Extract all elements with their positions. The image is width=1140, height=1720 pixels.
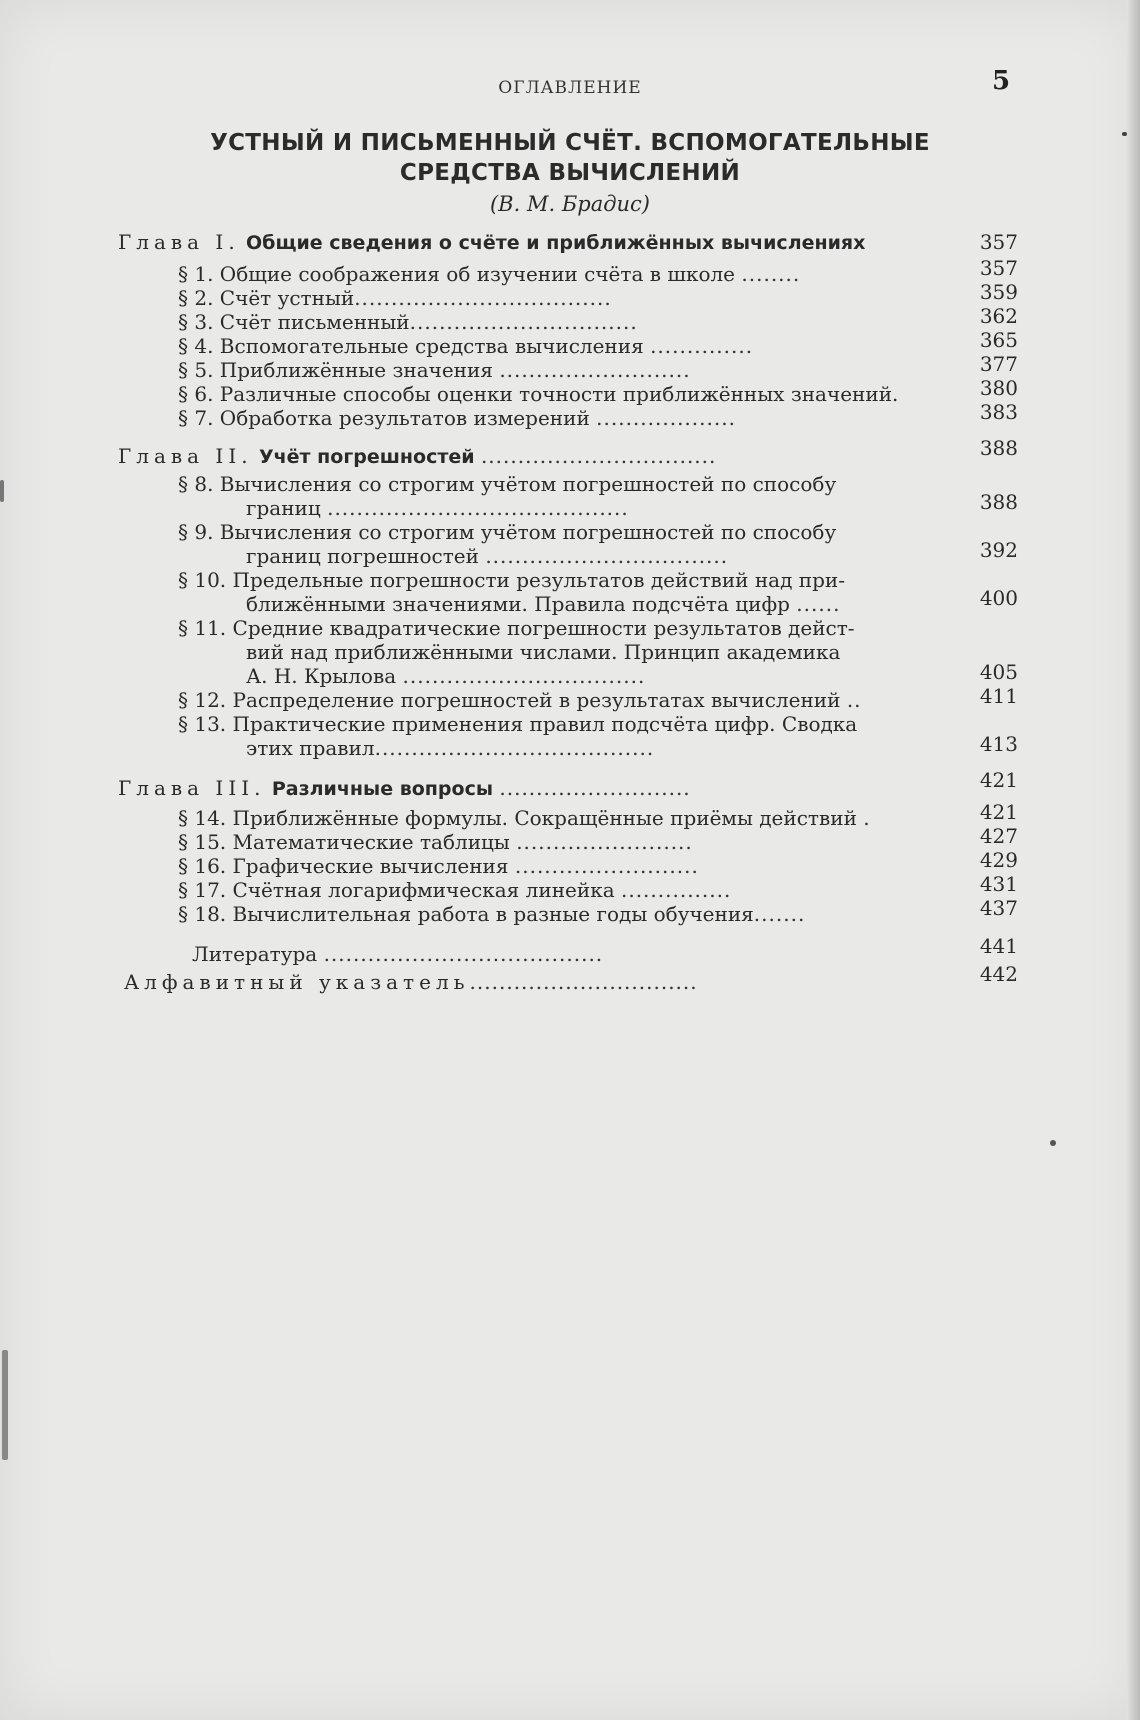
- toc-entry-text: § 9. Вычисления со строгим учётом погрешностей по способу: [178, 520, 837, 544]
- toc-entry-text: § 16. Графические вычисления: [178, 854, 509, 878]
- toc-entry-text: § 13. Практические применения правил подсчёта цифр. Сводка: [178, 712, 858, 736]
- leader-dots: ......: [796, 592, 841, 616]
- leader-dots: ......................................: [374, 736, 655, 760]
- leader-dots: ..............: [650, 334, 754, 358]
- toc-entry-continuation: [246, 496, 938, 520]
- toc-page-number: 411: [979, 684, 1018, 708]
- toc-entry[interactable]: [178, 472, 938, 496]
- leader-dots: .........................: [514, 854, 699, 878]
- section-author: (В. М. Брадис): [489, 192, 650, 216]
- leader-dots: .: [863, 806, 871, 830]
- leader-dots: ...............................: [469, 970, 698, 994]
- toc-entry-continuation: [246, 544, 938, 568]
- toc-entry[interactable]: [178, 806, 938, 830]
- toc-entry-text: вий над приближёнными числами. Принцип академика: [246, 640, 841, 664]
- toc-page-number: 362: [979, 304, 1018, 328]
- speck: [1050, 1140, 1056, 1146]
- toc-entry-continuation: [246, 592, 938, 616]
- leader-dots: ..........................: [499, 776, 691, 800]
- chapter-prefix: Глава III.: [118, 776, 266, 800]
- running-head: ОГЛАВЛЕНИЕ: [498, 78, 642, 98]
- toc-entry[interactable]: [178, 406, 938, 430]
- toc-entry-text: § 8. Вычисления со строгим учётом погрешностей по способу: [178, 472, 837, 496]
- toc-page-number: 388: [979, 490, 1018, 514]
- toc-chapter-1[interactable]: [118, 230, 938, 255]
- binding-mark: [2, 1350, 8, 1460]
- toc-page-number: 421: [979, 768, 1018, 792]
- toc-page-number: 442: [979, 962, 1018, 986]
- leader-dots: .................................: [402, 664, 646, 688]
- toc-page-number: 357: [979, 256, 1018, 280]
- chapter-title: Различные вопросы: [271, 778, 494, 800]
- toc-page-number: 357: [979, 230, 1018, 254]
- toc-entry-text: границ: [246, 496, 321, 520]
- toc-entry-continuation: [246, 640, 938, 664]
- chapter-title: Общие сведения о счёте и приближённых вычислениях: [246, 232, 866, 254]
- leader-dots: .........................................: [327, 496, 629, 520]
- toc-entry[interactable]: [178, 310, 938, 334]
- toc-entry[interactable]: [178, 902, 938, 926]
- page-number: 5: [992, 66, 1011, 96]
- toc-page-number: 359: [979, 280, 1018, 304]
- leader-dots: .......: [753, 902, 806, 926]
- toc-entry[interactable]: [178, 262, 938, 286]
- toc-entry-text: § 2. Счёт устный: [178, 286, 355, 310]
- leader-dots: ..: [846, 688, 862, 712]
- toc-page-number: 437: [979, 896, 1018, 920]
- toc-entry-text: § 5. Приближённые значения: [178, 358, 493, 382]
- toc-entry-text: границ погрешностей: [246, 544, 479, 568]
- toc-entry[interactable]: [178, 878, 938, 902]
- leader-dots: ........: [741, 262, 801, 286]
- toc-page-number: 392: [979, 538, 1018, 562]
- toc-page-number: 400: [979, 586, 1018, 610]
- toc-entry-text: § 4. Вспомогательные средства вычисления: [178, 334, 644, 358]
- toc-page-number: 413: [979, 732, 1018, 756]
- toc-entry-text: § 10. Предельные погрешности результатов действий над при-: [178, 568, 845, 592]
- toc-entry-text: Алфавитный указатель: [124, 970, 470, 994]
- leader-dots: ...................: [596, 406, 736, 430]
- toc-entry[interactable]: [178, 568, 938, 592]
- toc-entry-text: ближёнными значениями. Правила подсчёта цифр: [246, 592, 790, 616]
- toc-entry-text: § 14. Приближённые формулы. Сокращённые приёмы действий: [178, 806, 857, 830]
- toc-entry-text: А. Н. Крылова: [246, 664, 397, 688]
- toc-page-number: 421: [979, 800, 1018, 824]
- leader-dots: ................................: [480, 444, 717, 468]
- toc-entry[interactable]: [178, 334, 938, 358]
- toc-index[interactable]: [124, 970, 938, 994]
- toc-entry-text: § 18. Вычислительная работа в разные годы обучения: [178, 902, 754, 926]
- toc-page-number: 429: [979, 848, 1018, 872]
- toc-entry-text: § 11. Средние квадратические погрешности результатов дейст-: [178, 616, 855, 640]
- toc-page-number: 377: [979, 352, 1018, 376]
- chapter-prefix: Глава II.: [118, 444, 253, 468]
- toc-page-number: 383: [979, 400, 1018, 424]
- leader-dots: .................................: [485, 544, 729, 568]
- toc-entry[interactable]: [178, 712, 938, 736]
- toc-entry-continuation: [246, 664, 938, 688]
- leader-dots: ...................................: [354, 286, 612, 310]
- leader-dots: ...............................: [409, 310, 638, 334]
- toc-entry-continuation: [246, 736, 938, 760]
- chapter-prefix: Глава I.: [118, 230, 240, 254]
- toc-entry-text: § 6. Различные способы оценки точности приближённых значений.: [178, 382, 899, 406]
- toc-entry[interactable]: [178, 382, 938, 406]
- toc-page-number: 388: [979, 436, 1018, 460]
- toc-entry-text: § 12. Распределение погрешностей в результатах вычислений: [178, 688, 841, 712]
- leader-dots: ...............: [620, 878, 732, 902]
- toc-entry-text: Литература: [192, 942, 318, 966]
- toc-chapter-2[interactable]: [118, 444, 938, 469]
- toc-page-number: 427: [979, 824, 1018, 848]
- toc-entry[interactable]: [178, 286, 938, 310]
- toc-entry-text: § 3. Счёт письменный: [178, 310, 410, 334]
- toc-entry-text: этих правил: [246, 736, 375, 760]
- toc-entry-text: § 1. Общие соображения об изучении счёта в школе: [178, 262, 736, 286]
- leader-dots: ..........................: [499, 358, 691, 382]
- leader-dots: ......................................: [323, 942, 604, 966]
- toc-page-number: 365: [979, 328, 1018, 352]
- toc-literature[interactable]: [192, 942, 938, 966]
- toc-chapter-3[interactable]: [118, 776, 938, 801]
- speck: [1122, 132, 1127, 136]
- toc-page-number: 380: [979, 376, 1018, 400]
- toc-entry[interactable]: [178, 854, 938, 878]
- toc-entry[interactable]: [178, 688, 938, 712]
- section-title-line1: УСТНЫЙ И ПИСЬМЕННЫЙ СЧЁТ. ВСПОМОГАТЕЛЬНЫЕ: [210, 130, 930, 156]
- toc-entry-text: § 7. Обработка результатов измерений: [178, 406, 590, 430]
- section-title-line2: СРЕДСТВА ВЫЧИСЛЕНИЙ: [399, 160, 741, 186]
- toc-entry-text: § 15. Математические таблицы: [178, 830, 510, 854]
- toc-entry[interactable]: [178, 520, 938, 544]
- chapter-title: Учёт погрешностей: [258, 446, 475, 468]
- toc-page-number: 441: [979, 934, 1018, 958]
- toc-entry[interactable]: [178, 830, 938, 854]
- toc-page-number: 405: [979, 660, 1018, 684]
- scan-mark: [0, 480, 4, 502]
- toc-entry-text: § 17. Счётная логарифмическая линейка: [178, 878, 615, 902]
- toc-entry[interactable]: [178, 358, 938, 382]
- toc-page-number: 431: [979, 872, 1018, 896]
- leader-dots: ........................: [516, 830, 693, 854]
- toc-entry[interactable]: [178, 616, 938, 640]
